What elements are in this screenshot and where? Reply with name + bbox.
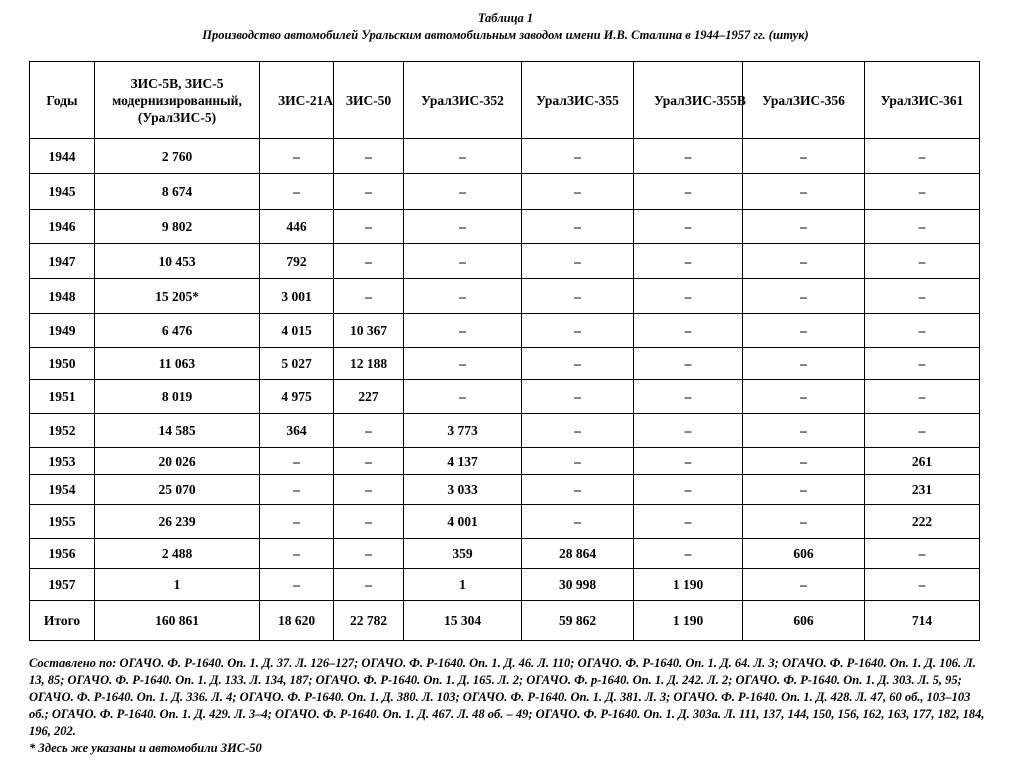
table-cell-value: 222 [865,505,980,539]
table-cell-value: – [334,414,404,448]
table-cell-value: – [522,380,634,414]
table-cell-value: 30 998 [522,569,634,601]
column-header-uralzis-361: УралЗИС-361 [865,62,980,139]
column-header-zis-21a: ЗИС-21А [260,62,334,139]
table-row [30,314,980,348]
table-cell-value: – [634,539,743,569]
table-cell-value: – [634,244,743,279]
column-header-uralzis-356: УралЗИС-356 [743,62,865,139]
table-cell-value: 2 760 [95,139,260,174]
table-cell-value: 4 015 [260,314,334,348]
column-header-uralzis-355: УралЗИС-355 [522,62,634,139]
table-row [30,414,980,448]
table-cell-value: – [260,475,334,505]
table-cell-value: – [260,569,334,601]
table-cell-value: – [260,505,334,539]
table-cell-value: – [404,380,522,414]
table-cell-value: 231 [865,475,980,505]
table-row [30,380,980,414]
table-number: Таблица 1 [477,11,534,25]
table-cell-year: Итого [30,601,95,641]
table-cell-value: 15 205* [95,279,260,314]
table-cell-value: 261 [865,448,980,475]
table-cell-value: – [865,380,980,414]
table-cell-value: – [404,139,522,174]
table-cell-value: 2 488 [95,539,260,569]
table-cell-value: – [634,139,743,174]
table-cell-value: – [334,174,404,210]
table-cell-value: – [404,210,522,244]
table-cell-year: 1948 [30,279,95,314]
table-cell-value: – [743,174,865,210]
table-cell-value: 10 367 [334,314,404,348]
column-header-years: Годы [30,62,95,139]
table-cell-year: 1949 [30,314,95,348]
table-cell-value: – [865,314,980,348]
table-cell-year: 1957 [30,569,95,601]
table-cell-value: 26 239 [95,505,260,539]
table-cell-value: 446 [260,210,334,244]
table-cell-value: 364 [260,414,334,448]
table-cell-value: – [334,569,404,601]
table-cell-value: 8 019 [95,380,260,414]
table-cell-value: – [260,539,334,569]
table-cell-value: – [865,539,980,569]
table-cell-year: 1947 [30,244,95,279]
table-cell-value: 1 [404,569,522,601]
table-cell-value: – [522,279,634,314]
table-row [30,244,980,279]
table-cell-year: 1944 [30,139,95,174]
table-cell-value: 3 001 [260,279,334,314]
table-cell-value: – [634,210,743,244]
table-cell-value: – [522,210,634,244]
table-cell-value: – [260,139,334,174]
table-cell-value: 359 [404,539,522,569]
table-cell-value: – [743,348,865,380]
table-cell-value: 28 864 [522,539,634,569]
table-cell-value: – [334,244,404,279]
table-cell-value: 15 304 [404,601,522,641]
table-cell-value: – [522,475,634,505]
table-cell-value: 14 585 [95,414,260,448]
table-title: Производство автомобилей Уральским автомобильным заводом имени И.В. Сталина в 1944–1957 гг. (штук) [202,28,809,42]
table-cell-value: – [334,279,404,314]
table-row [30,348,980,380]
column-header-zis-50: ЗИС-50 [334,62,404,139]
table-cell-value: – [522,244,634,279]
table-row [30,448,980,475]
table-cell-value: 1 [95,569,260,601]
table-cell-value: 714 [865,601,980,641]
table-cell-value: – [743,569,865,601]
table-cell-value: – [334,475,404,505]
sources-note: Составлено по: ОГАЧО. Ф. Р-1640. Оп. 1. Д. 37. Л. 126–127; ОГАЧО. Ф. Р-1640. Оп. 1. Д. 46. Л. 110; ОГАЧО. Ф. Р-1640. Оп. 1. Д. 64. Л. 3; ОГАЧО. Ф. Р-1640. Оп. 1. Д. 106. Л. 13, 85; ОГАЧО. Ф. Р-1640. Оп. 1. Д. 133. Л. 134, 187; ОГАЧО. Ф. Р-1640. Оп. 1. Д. 165. Л. 2; ОГАЧО. Ф. р-1640. Оп. 1. Д. 242. Л. 2; ОГАЧО. Ф. Р-1640. Оп. 1. Д. 303. Л. 5, 95; ОГАЧО. Ф. Р-1640. Оп. 1. Д. 336. Л. 4; ОГАЧО. Ф. Р-1640. Оп. 1. Д. 380. Л. 103; ОГАЧО. Ф. Р-1640. Оп. 1. Д. 381. Л. 3; ОГАЧО. Ф. Р-1640. Оп. 1. Д. 428. Л. 47, 60 об., 103–103 об.; ОГАЧО. Ф. Р-1640. Оп. 1. Д. 429. Л. 3–4; ОГАЧО. Ф. Р-1640. Оп. 1. Д. 467. Л. 48 об. – 49; ОГАЧО. Ф. Р-1640. Оп. 1. Д. 303а. Л. 111, 137, 144, 150, 156, 162, 163, 177, 182, 184, 196, 202. [29,656,985,738]
table-cell-value: – [404,348,522,380]
table-cell-value: – [743,244,865,279]
table-cell-year: 1951 [30,380,95,414]
table-cell-value: – [865,569,980,601]
table-notes [29,655,989,757]
footnote: * Здесь же указаны и автомобили ЗИС-50 [29,741,262,755]
table-cell-value: – [865,244,980,279]
table-cell-value: 160 861 [95,601,260,641]
table-cell-value: – [260,174,334,210]
table-cell-value: – [404,279,522,314]
table-row [30,539,980,569]
table-cell-year: 1945 [30,174,95,210]
table-cell-value: – [743,380,865,414]
table-cell-value: 8 674 [95,174,260,210]
table-cell-value: – [743,279,865,314]
table-cell-value: – [404,314,522,348]
table-cell-year: 1955 [30,505,95,539]
table-row [30,279,980,314]
table-cell-value: 9 802 [95,210,260,244]
table-cell-value: – [522,448,634,475]
table-cell-value: – [743,475,865,505]
table-cell-value: – [522,139,634,174]
table-cell-value: – [634,279,743,314]
table-cell-value: – [743,414,865,448]
table-cell-value: – [865,348,980,380]
table-cell-value: – [743,448,865,475]
table-cell-value: – [522,505,634,539]
table-cell-value: – [634,475,743,505]
column-header-zis-5: ЗИС-5В, ЗИС-5 модернизированный, (УралЗИС-5) [95,62,260,139]
table-row [30,569,980,601]
table-cell-value: – [865,210,980,244]
table-cell-value: – [865,174,980,210]
table-cell-value: 3 033 [404,475,522,505]
table-cell-value: 10 453 [95,244,260,279]
table-cell-value: 606 [743,539,865,569]
table-cell-value: – [334,539,404,569]
table-cell-value: – [865,279,980,314]
table-cell-value: – [334,448,404,475]
table-row [30,174,980,210]
table-cell-year: 1952 [30,414,95,448]
table-cell-value: – [522,348,634,380]
column-header-uralzis-352: УралЗИС-352 [404,62,522,139]
table-cell-value: 792 [260,244,334,279]
table-cell-value: – [743,314,865,348]
table-cell-value: – [260,448,334,475]
table-cell-value: – [404,244,522,279]
production-table [29,61,980,641]
table-cell-value: – [743,505,865,539]
table-cell-value: 3 773 [404,414,522,448]
table-cell-value: – [743,139,865,174]
column-header-uralzis-355v: УралЗИС-355В [634,62,743,139]
table-cell-value: – [522,414,634,448]
table-cell-value: 22 782 [334,601,404,641]
table-cell-value: – [634,174,743,210]
table-cell-value: – [634,414,743,448]
table-cell-value: 59 862 [522,601,634,641]
table-cell-value: 20 026 [95,448,260,475]
table-total-row [30,601,980,641]
table-row [30,475,980,505]
table-cell-value: – [334,139,404,174]
table-row [30,139,980,174]
table-cell-year: 1956 [30,539,95,569]
table-cell-value: 5 027 [260,348,334,380]
table-cell-value: 1 190 [634,601,743,641]
table-cell-value: – [743,210,865,244]
table-cell-value: 4 975 [260,380,334,414]
table-row [30,505,980,539]
table-cell-year: 1953 [30,448,95,475]
table-cell-value: – [522,314,634,348]
table-cell-value: 4 137 [404,448,522,475]
table-header-row [30,62,980,139]
table-row [30,210,980,244]
table-cell-year: 1954 [30,475,95,505]
table-cell-value: – [865,139,980,174]
table-cell-year: 1950 [30,348,95,380]
table-cell-value: – [404,174,522,210]
table-cell-value: – [634,505,743,539]
table-cell-value: – [634,448,743,475]
table-cell-value: 25 070 [95,475,260,505]
table-cell-value: – [865,414,980,448]
table-cell-value: – [334,210,404,244]
table-cell-value: – [634,380,743,414]
table-cell-value: 4 001 [404,505,522,539]
table-cell-value: – [522,174,634,210]
table-cell-year: 1946 [30,210,95,244]
table-cell-value: 227 [334,380,404,414]
table-cell-value: 18 620 [260,601,334,641]
table-cell-value: 12 188 [334,348,404,380]
table-cell-value: 6 476 [95,314,260,348]
table-body [30,139,980,641]
table-cell-value: 11 063 [95,348,260,380]
table-cell-value: – [634,348,743,380]
table-cell-value: 606 [743,601,865,641]
table-cell-value: – [634,314,743,348]
table-cell-value: 1 190 [634,569,743,601]
table-cell-value: – [334,505,404,539]
